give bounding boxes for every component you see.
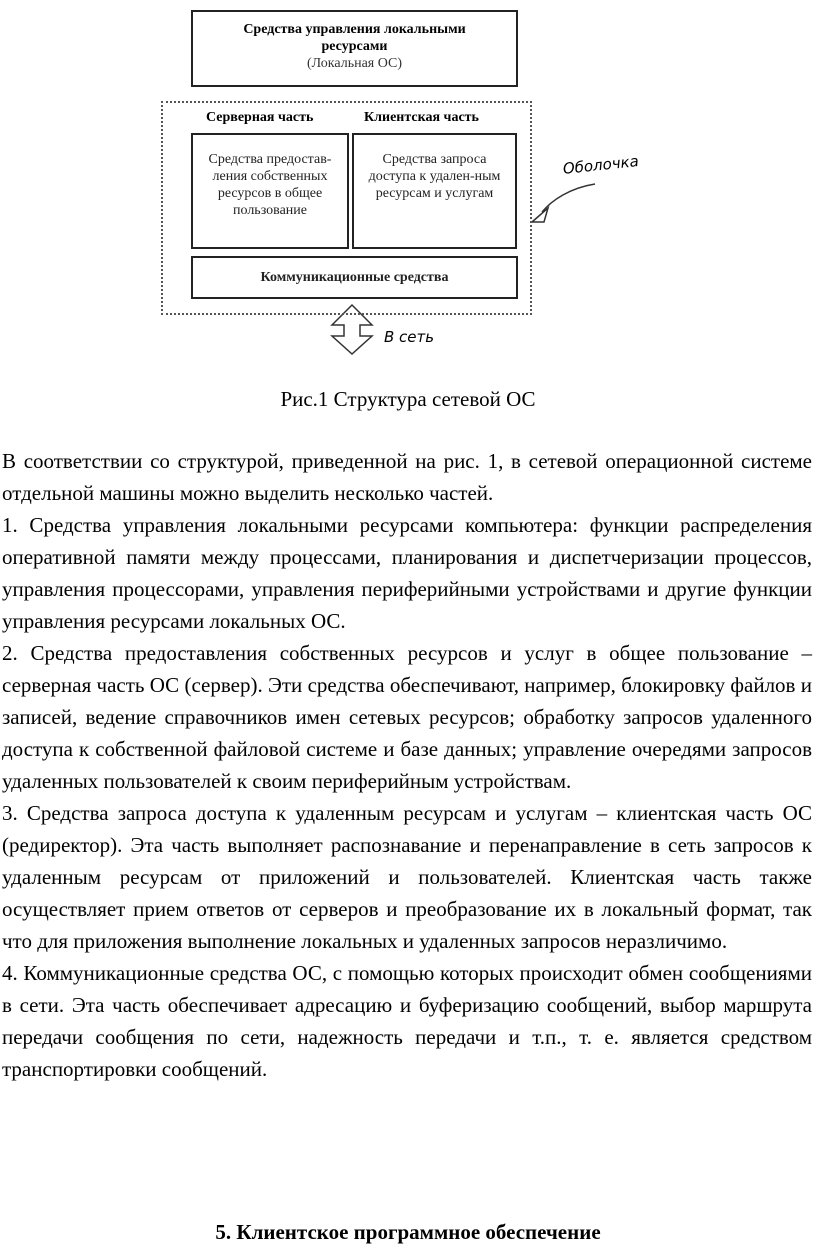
client-part-box xyxy=(352,133,517,249)
communication-means-text: Коммуникационные средства xyxy=(260,270,449,285)
communication-means-box xyxy=(191,256,518,299)
paragraph-intro: В соответствии со структурой, приведенной на рис. 1, в сетевой операционной системе отдельной машины можно выделить несколько частей. xyxy=(2,449,812,505)
paragraph-item-4: 4. Коммуникационные средства ОС, с помощью которых происходит обмен сообщениями в сети. Эта часть обеспечивает адресацию и буферизацию сообщений, выбор маршрута передачи сообщения по сети, надежность передачи и т.п., т. е. является средством транспортировки сообщений. xyxy=(2,961,812,1081)
client-part-heading: Клиентская часть xyxy=(364,110,479,125)
section-title: 5. Клиентское программное обеспечение xyxy=(215,1220,601,1244)
paragraph-item-3: 3. Средства запроса доступа к удаленным ресурсам и услугам – клиентская часть ОС (редиректор). Эта часть выполняет распознавание и перенаправление в сеть запросов к удаленным ресурсам от приложений и пользователей. Клиентская часть также осуществляет прием ответов от серверов и преобразование их в локальный формат, так что для приложения выполнение локальных и удаленных запросов неразличимо. xyxy=(2,801,812,953)
server-part-heading: Серверная часть xyxy=(206,110,314,125)
client-part-text: Средства запроса доступа к удален-ным ресурсам и услугам xyxy=(368,152,501,201)
server-part-text: Средства предостав-ления собственных ресурсов в общее пользование xyxy=(208,152,332,218)
shell-pointer-arrowhead xyxy=(532,208,548,222)
server-part-box xyxy=(191,133,349,249)
figure-caption: Рис.1 Структура сетевой ОС xyxy=(280,387,536,411)
local-resources-title: Средства управления локальными ресурсами xyxy=(243,22,466,54)
local-resources-box xyxy=(191,10,518,87)
shell-pointer-line xyxy=(542,184,595,212)
paragraph-item-1: 1. Средства управления локальными ресурсами компьютера: функции распределения оперативной памяти между процессами, планирования и диспетчеризации процессов, управления процессорами, управления периферийными устройствами и другие функции управления ресурсами локальных ОС. xyxy=(2,513,812,633)
paragraph-item-2: 2. Средства предоставления собственных ресурсов и услуг в общее пользование – серверная часть ОС (сервер). Эти средства обеспечивают, например, блокировку файлов и записей, ведение справочников имен сетевых ресурсов; обработку запросов удаленного доступа к собственной файловой системе и базе данных; управление очередями запросов удаленных пользователей к своим периферийным устройствам. xyxy=(2,641,812,793)
local-os-subtitle: (Локальная ОС) xyxy=(306,56,403,71)
network-os-structure-diagram xyxy=(0,0,816,360)
network-label: В сеть xyxy=(384,328,435,346)
body-text xyxy=(2,445,812,1085)
shell-label: Оболочка xyxy=(562,152,640,178)
